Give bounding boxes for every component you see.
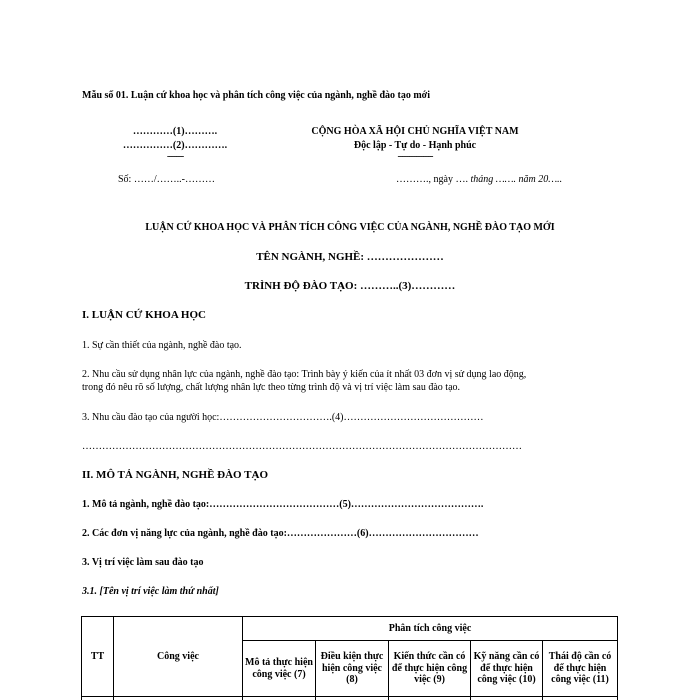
document-number: Số: ……/……..-………	[118, 174, 215, 185]
col-header-job: Công việc	[114, 617, 243, 697]
agency-divider: -------	[166, 151, 184, 162]
section-1-item-2-line-2: trong đó nêu rõ số lượng, chất lượng nhân lực theo từng trình độ và vị trí việc làm sau đào tạo.	[82, 382, 461, 393]
section-1-dotted-line: ……………………………………………………………………………………………………………………	[82, 441, 522, 452]
col-header-10: Kỹ năng cần có để thực hiện công việc (10)	[471, 641, 543, 697]
date-year: năm 20…..	[516, 174, 563, 185]
table-cell	[82, 697, 114, 700]
section-1-item-3: 3. Nhu cầu đào tạo của người học:…………………………….(4)……………………………………	[82, 412, 484, 423]
table-cell	[114, 697, 243, 700]
agency-line-2: ……………(2)………….	[122, 140, 228, 151]
col-header-8: Điều kiện thực hiện công việc (8)	[316, 641, 389, 697]
agency-line-1: …………(1)……….	[132, 126, 218, 137]
national-motto: Độc lập - Tự do - Hạnh phúc	[353, 140, 477, 151]
section-2-item-2: 2. Các đơn vị năng lực của ngành, nghề đào tạo:…………………(6)……………………………	[82, 528, 479, 539]
group-header-job-analysis: Phân tích công việc	[243, 617, 618, 641]
col-header-9: Kiến thức cần có để thực hiện công việc (9)	[389, 641, 471, 697]
section-2-heading: II. MÔ TẢ NGÀNH, NGHỀ ĐÀO TẠO	[82, 469, 269, 481]
major-name-line: TÊN NGÀNH, NGHỀ: …………………	[256, 251, 444, 263]
place-date	[396, 174, 562, 185]
table-cell	[243, 697, 316, 700]
form-title: Mẫu số 01. Luận cứ khoa học và phân tích công việc của ngành, nghề đào tạo mới	[82, 90, 430, 101]
col-header-7: Mô tả thực hiện công việc (7)	[243, 641, 316, 697]
date-month: tháng …….	[470, 174, 517, 185]
table-cell	[471, 697, 543, 700]
table-row	[82, 697, 618, 700]
section-2-sub-3-1: 3.1. [Tên vị trí việc làm thứ nhất]	[82, 586, 219, 597]
section-1-item-1: 1. Sự cần thiết của ngành, nghề đào tạo.	[82, 340, 242, 351]
training-level-line: TRÌNH ĐỘ ĐÀO TẠO: ………..(3)…………	[244, 280, 456, 292]
table-cell	[316, 697, 389, 700]
col-header-11: Thái độ cần có để thực hiện công việc (11)	[543, 641, 618, 697]
national-title: CỘNG HÒA XÃ HỘI CHỦ NGHĨA VIỆT NAM	[311, 126, 519, 137]
section-2-item-3: 3. Vị trí việc làm sau đào tạo	[82, 557, 204, 568]
table-cell	[543, 697, 618, 700]
date-prefix: ………., ngày ….	[396, 174, 471, 185]
motto-divider: ---------------	[397, 151, 433, 162]
section-1-heading: I. LUẬN CỨ KHOA HỌC	[82, 309, 206, 321]
section-1-item-2-line-1: 2. Nhu cầu sử dụng nhân lực của ngành, nghề đào tạo: Trình bày ý kiến của ít nhất 03 đơn vị sử dụng lao động,	[82, 369, 527, 380]
table-cell	[389, 697, 471, 700]
section-2-item-1: 1. Mô tả ngành, nghề đào tạo:…………………………………(5)………………………………….	[82, 499, 484, 510]
job-analysis-table	[81, 616, 618, 700]
col-header-tt: TT	[82, 617, 114, 697]
document-title: LUẬN CỨ KHOA HỌC VÀ PHÂN TÍCH CÔNG VIỆC CỦA NGÀNH, NGHỀ ĐÀO TẠO MỚI	[145, 222, 555, 233]
